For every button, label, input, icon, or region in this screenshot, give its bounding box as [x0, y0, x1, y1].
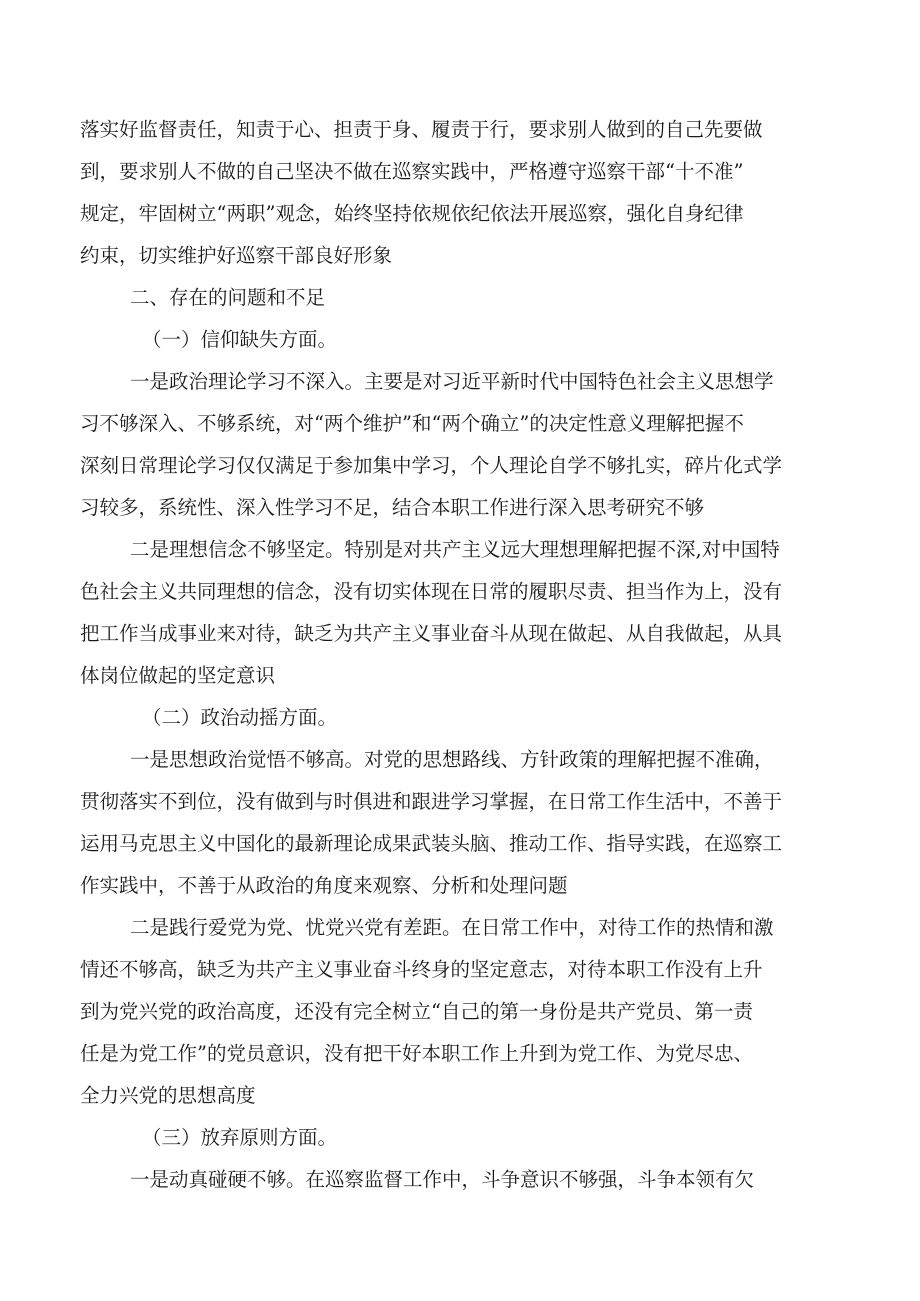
text-line-content: 约束，切实维护好巡察干部良好形象: [80, 244, 393, 267]
subsection-heading-text: （二）政治动摇方面。: [142, 706, 338, 729]
subsection-heading: [142, 703, 337, 733]
text-line-content: 二是践行爱党为党、忧党兴党有差距。在日常工作中，对待工作的热情和激: [130, 916, 774, 939]
text-line-content: 到，要求别人不做的自己坚决不做在巡察实践中，严格遵守巡察干部“十不准”: [80, 160, 744, 183]
text-line: [80, 115, 763, 145]
text-line-content: 习较多，系统性、深入性学习不足，结合本职工作进行深入思考研究不够: [80, 496, 705, 519]
text-line: [80, 577, 782, 607]
text-line-content: 色社会主义共同理想的信念，没有切实体现在日常的履职尽责、担当作为上，没有: [80, 580, 783, 603]
text-line-content: 贯彻落实不到位，没有做到与时俱进和跟进学习掌握，在日常工作生活中，不善于: [80, 790, 783, 813]
text-line-content: 深刻日常理论学习仅仅满足于参加集中学习，个人理论自学不够扎实，碎片化式学: [80, 454, 783, 477]
text-line: [130, 367, 774, 397]
text-line-content: 规定，牢固树立“两职”观念，始终坚持依规依纪依法开展巡察，强化自身纪律: [80, 202, 744, 225]
section-heading-text: 二、存在的问题和不足: [130, 286, 326, 309]
text-line: [80, 1039, 753, 1069]
text-line: [80, 661, 275, 691]
text-line-content: 作实践中，不善于从政治的角度来观察、分析和处理问题: [80, 874, 568, 897]
text-line-content: 二是理想信念不够坚定。特别是对共产主义远大理想理解把握不深,对中国特: [130, 538, 780, 561]
text-line-content: 习不够深入、不够系统，对“两个维护”和“两个确立”的决定性意义理解把握不: [80, 412, 744, 435]
text-line: [130, 913, 774, 943]
text-line-content: 情还不够高，缺乏为共产主义事业奋斗终身的坚定意志，对待本职工作没有上升: [80, 958, 763, 981]
text-line-content: 把工作当成事业来对待，缺乏为共产主义事业奋斗从现在做起、从自我做起，从具: [80, 622, 783, 645]
text-line: [130, 535, 780, 565]
subsection-heading-text: （三）放弃原则方面。: [142, 1126, 338, 1149]
text-line: [80, 409, 744, 439]
subsection-heading: [142, 325, 337, 355]
section-heading: [130, 283, 325, 313]
text-line-content: 一是政治理论学习不深入。主要是对习近平新时代中国特色社会主义思想学: [130, 370, 774, 393]
text-line: [80, 955, 763, 985]
text-line-content: 一是动真碰硬不够。在巡察监督工作中，斗争意识不够强，斗争本领有欠: [130, 1168, 755, 1191]
subsection-heading: [142, 1123, 337, 1153]
text-line: [80, 997, 753, 1027]
text-line-content: 全力兴党的思想高度: [80, 1084, 256, 1107]
text-line: [80, 241, 392, 271]
text-line-content: 任是为党工作”的党员意识，没有把干好本职工作上升到为党工作、为党尽忠、: [80, 1042, 753, 1065]
text-line: [130, 1165, 754, 1195]
text-line: [130, 745, 774, 775]
text-line: [80, 1081, 256, 1111]
text-line: [80, 493, 704, 523]
text-line-content: 到为党兴党的政治高度，还没有完全树立“自己的第一身份是共产党员、第一责: [80, 1000, 753, 1023]
text-line: [80, 871, 568, 901]
text-line: [80, 157, 743, 187]
text-line: [80, 829, 782, 859]
text-line-content: 落实好监督责任，知责于心、担责于身、履责于行，要求别人做到的自己先要做: [80, 118, 763, 141]
subsection-heading-text: （一）信仰缺失方面。: [142, 328, 338, 351]
text-line-content: 一是思想政治觉悟不够高。对党的思想路线、方针政策的理解把握不准确，: [130, 748, 774, 771]
text-line-content: 运用马克思主义中国化的最新理论成果武装头脑、推动工作、指导实践，在巡察工: [80, 832, 783, 855]
text-line: [80, 787, 782, 817]
text-line-content: 体岗位做起的坚定意识: [80, 664, 276, 687]
text-line: [80, 451, 782, 481]
text-line: [80, 199, 743, 229]
text-line: [80, 619, 782, 649]
